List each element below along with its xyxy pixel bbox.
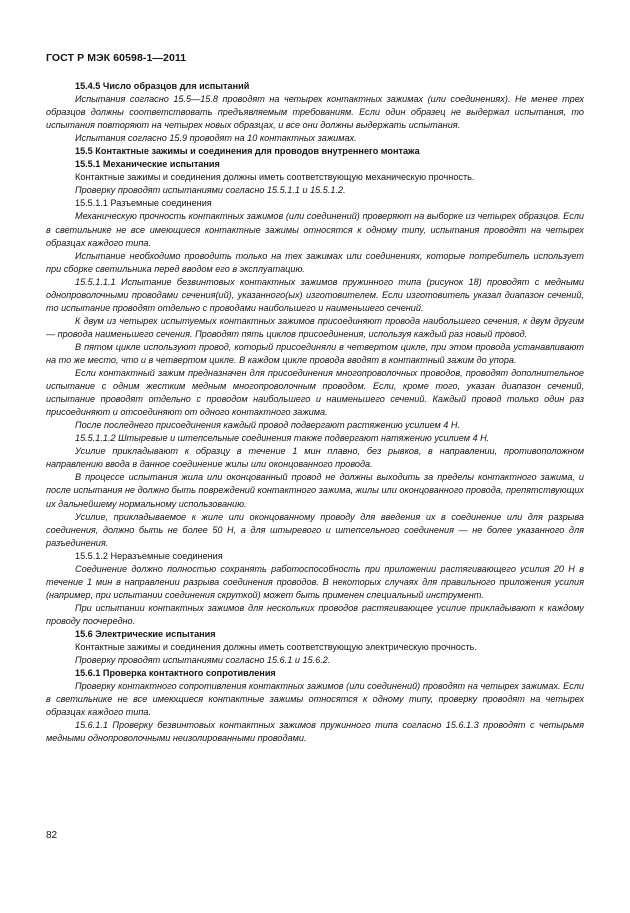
paragraph: В процессе испытания жила или оконцованный провод не должны выходить за пределы контактного зажима, и после испытания не должно быть повреждений контактного зажима, жилы или оконцованного провода, препятствующих их дальнейшему нормальному использованию. [46, 472, 584, 509]
paragraph: К двум из четырех испытуемых контактных зажимов присоединяют провода наибольшего сечения, к двум другим — провода наименьшего сечения. Проводят пять циклов присоединения, используя каждый раз новый провод. [46, 315, 584, 339]
paragraph: Проверку контактного сопротивления контактных зажимов (или соединений) проводят на четырех зажимах. Если в светильнике не все имеющиеся контактные зажимы относятся к одному типу, проверку проводят на четырех образцах каждого типа. [46, 681, 584, 718]
section-heading-15-5-1: 15.5.1 Механические испытания [75, 159, 220, 170]
paragraph: Соединение должно полностью сохранять работоспособность при приложении растягивающего усилия 20 Н в течение 1 мин в направлении разрыва соединения проводов. В некоторых случаях для правильного приложения усилия (например, при испытании соединения скруткой) может быть применен специальный инструмент. [46, 563, 584, 600]
document-body [46, 80, 584, 745]
paragraph: Испытание необходимо проводить только на тех зажимах или соединениях, которые потребитель использует при сборке светильника перед вводом его в эксплуатацию. [46, 250, 584, 274]
paragraph: Контактные зажимы и соединения должны иметь соответствующую механическую прочность. [75, 172, 475, 183]
paragraph: 15.5.1.1.2 Штыревые и штепсельные соединения также подвергают натяжению усилием 4 Н. [75, 433, 490, 444]
paragraph: Если контактный зажим предназначен для присоединения многопроволочных проводов, проводят дополнительное испытание с одним жестким медным многопроволочным проводом. Если, кроме того, указан диапазон сечений, испытание проводят отдельно с проводом наибольшего и наименьшего сечений. Каждый провод только один раз присоединяют и отсоединяют от одного контактного зажима. [46, 368, 584, 418]
paragraph: Механическую прочность контактных зажимов (или соединений) проверяют на выборке из четырех образцов. Если в светильнике не все имеющиеся контактные зажимы относятся к одному типу, испытания проводят на четырех образцах каждого типа. [46, 211, 584, 248]
subsection-heading-15-5-1-2: 15.5.1.2 Неразъемные соединения [75, 550, 223, 561]
section-heading-15-6-1: 15.6.1 Проверка контактного сопротивления [75, 668, 276, 679]
paragraph: Испытания согласно 15.9 проводят на 10 контактных зажимах. [75, 133, 357, 144]
document-header: ГОСТ Р МЭК 60598-1—2011 [46, 52, 187, 64]
paragraph: Контактные зажимы и соединения должны иметь соответствующую электрическую прочность. [75, 642, 477, 653]
section-heading-15-4-5: 15.4.5 Число образцов для испытаний [75, 81, 250, 91]
section-heading-15-6: 15.6 Электрические испытания [75, 628, 216, 639]
paragraph: Усилие, прикладываемое к жиле или оконцованному проводу для введения их в соединение или для разрыва соединения, должно быть не более 50 Н, а для штыревого и штепсельного соединения — не более указанного для разъединения. [46, 511, 584, 548]
page-number: 82 [46, 830, 58, 841]
paragraph: Испытания согласно 15.5—15.8 проводят на четырех контактных зажимах (или соединениях). Не менее трех образцов должны соответствовать предъявляемым требованиям. Если один образец не выдержал испытания, то испытания повторяют на четырех новых образцах, и все они должны выдержать испытания. [46, 94, 584, 131]
paragraph: При испытании контактных зажимов для нескольких проводов растягивающее усилие прикладывают к каждому проводу поочередно. [46, 602, 584, 626]
paragraph: Проверку проводят испытаниями согласно 15.5.1.1 и 15.5.1.2. [75, 185, 346, 196]
section-heading-15-5: 15.5 Контактные зажимы и соединения для проводов внутреннего монтажа [75, 146, 420, 157]
paragraph: В пятом цикле используют провод, который присоединяли в четвертом цикле, при этом провода устанавливают на то же место, что и в четвертом цикле. В каждом цикле провода вводят в контактный зажим до упора. [46, 341, 584, 365]
paragraph: Проверку проводят испытаниями согласно 15.6.1 и 15.6.2. [75, 655, 331, 666]
paragraph: 15.6.1.1 Проверку безвинтовых контактных зажимов пружинного типа согласно 15.6.1.3 проводят с четырьмя медными однопроволочными неизолированными проводами. [46, 720, 584, 744]
paragraph: 15.5.1.1.1 Испытание безвинтовых контактных зажимов пружинного типа (рисунок 18) проводят с медными однопроволочными проводами сечения(ий), указанного(ых) изготовителем. Если изготовитель указал диапазон сечений, то испытание проводят отдельно с проводами наибольшего и наименьшего сечений. [46, 276, 584, 313]
subsection-heading-15-5-1-1: 15.5.1.1 Разъемные соединения [75, 198, 212, 209]
paragraph: После последнего присоединения каждый провод подвергают растяжению усилием 4 Н. [75, 420, 461, 431]
paragraph: Усилие прикладывают к образцу в течение 1 мин плавно, без рывков, в направлении, противоположном направлению ввода в данное соединение жилы или оконцованного провода. [46, 446, 584, 470]
